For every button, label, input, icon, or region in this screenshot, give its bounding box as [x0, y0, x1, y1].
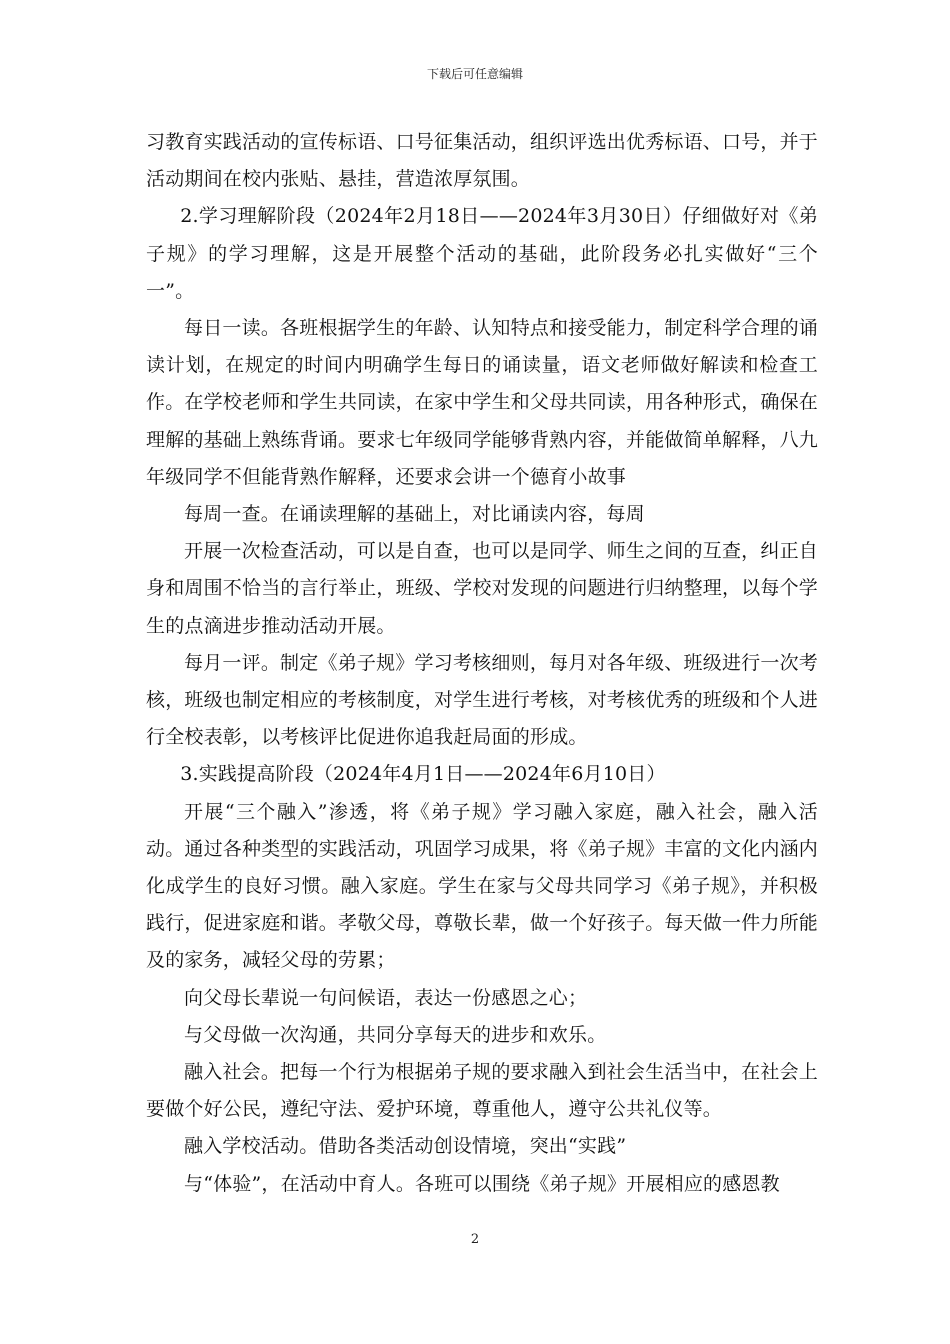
paragraph-weekly-check: 每周一查。在诵读理解的基础上，对比诵读内容，每周 — [184, 503, 645, 526]
paragraph-communicate-parents: 与父母做一次沟通，共同分享每天的进步和欢乐。 — [184, 1023, 607, 1046]
paragraph-three-integrations: 开展“三个融入”渗透，将《弟子规》学习融入家庭，融入社会，融入活动。通过各种类型的实践活动，巩固学习成果，将《弟子规》丰富的文化内涵内化成学生的良好习惯。融入家庭。学生在家与父母共同学习《弟子规》，并积极践行，促进家庭和谐。孝敬父母，尊敬长辈，做一个好孩子。每天做一件力所能及的家务，减轻父母的劳累； — [146, 800, 819, 972]
paragraph-slogan-activity: 习教育实践活动的宣传标语、口号征集活动，组织评选出优秀标语、口号，并于活动期间在校内张贴、悬挂，营造浓厚氛围。 — [146, 131, 819, 191]
document-body — [146, 124, 818, 1203]
page-header: 下载后可任意编辑 — [426, 67, 523, 81]
paragraph-stage-2-heading: 2.学习理解阶段（2024年2月18日——2024年3月30日）仔细做好对《弟子规》的学习理解，这是开展整个活动的基础，此阶段务必扎实做好“三个一”。 — [146, 205, 818, 302]
paragraph-experience: 与“体验”，在活动中育人。各班可以围绕《弟子规》开展相应的感恩教 — [184, 1172, 780, 1195]
paragraph-greeting-parents: 向父母长辈说一句问候语，表达一份感恩之心； — [184, 986, 588, 1009]
paragraph-monthly-review: 每月一评。制定《弟子规》学习考核细则，每月对各年级、班级进行一次考核，班级也制定相应的考核制度，对学生进行考核，对考核优秀的班级和个人进行全校表彰，以考核评比促进你追我赶局面的形成。 — [146, 651, 819, 749]
paragraph-integrate-society: 融入社会。把每一个行为根据弟子规的要求融入到社会生活当中，在社会上要做个好公民，遵纪守法、爱护环境，尊重他人，遵守公共礼仪等。 — [146, 1061, 818, 1121]
paragraph-daily-reading: 每日一读。各班根据学生的年龄、认知特点和接受能力，制定科学合理的诵读计划，在规定的时间内明确学生每日的诵读量，语文老师做好解读和检查工作。在学校老师和学生共同读，在家中学生和父母共同读，用各种形式，确保在理解的基础上熟练背诵。要求七年级同学能够背熟内容，并能做简单解释，八九年级同学不但能背熟作解释，还要求会讲一个德育小故事 — [146, 317, 819, 488]
paragraph-integrate-school: 融入学校活动。借助各类活动创设情境，突出“实践” — [184, 1135, 627, 1158]
paragraph-check-activity: 开展一次检查活动，可以是自查，也可以是同学、师生之间的互查，纠正自身和周围不恰当的言行举止，班级、学校对发现的问题进行归纳整理，以每个学生的点滴进步推动活动开展。 — [146, 540, 819, 637]
page-number: 2 — [470, 1232, 480, 1247]
paragraph-stage-3-heading: 3.实践提高阶段（2024年4月1日——2024年6月10日） — [180, 763, 666, 786]
